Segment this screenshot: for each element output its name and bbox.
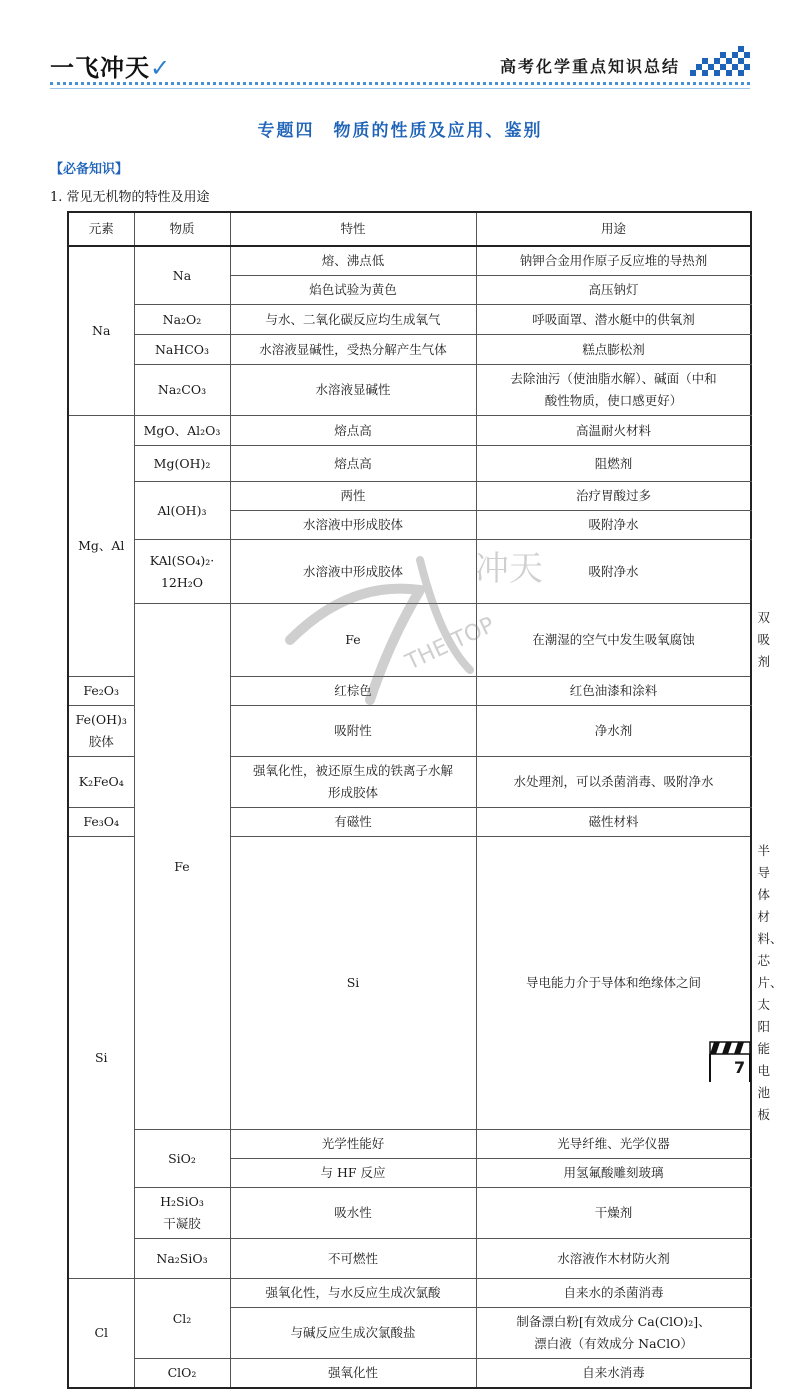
substance-cell: Si xyxy=(230,837,476,1130)
header-use: 用途 xyxy=(476,212,751,246)
use-cell: 光导纤维、光学仪器 xyxy=(476,1130,751,1159)
checkered-pattern-icon xyxy=(690,46,750,82)
substance-cell: Na xyxy=(134,246,230,305)
substance-cell: Fe₃O₄ xyxy=(68,808,134,837)
substance-line: 胶体 xyxy=(88,734,114,749)
substance-line: H₂SiO₃ xyxy=(160,1194,204,1209)
element-cell: Mg、Al xyxy=(68,416,134,677)
element-cell: Cl xyxy=(68,1279,134,1389)
table-row xyxy=(68,1188,751,1239)
use-cell: 用氢氟酸雕刻玻璃 xyxy=(476,1159,751,1188)
table-row xyxy=(68,246,751,276)
use-cell: 吸附净水 xyxy=(476,511,751,540)
use-cell: 水溶液作木材防火剂 xyxy=(476,1239,751,1279)
property-cell: 焰色试验为黄色 xyxy=(230,276,476,305)
table-row xyxy=(68,305,751,335)
substance-cell xyxy=(134,540,230,604)
table-row xyxy=(68,416,751,446)
use-cell: 糕点膨松剂 xyxy=(476,335,751,365)
property-cell: 水溶液显碱性 xyxy=(230,365,476,416)
property-cell: 与水、二氧化碳反应均生成氧气 xyxy=(230,305,476,335)
substance-cell xyxy=(134,1188,230,1239)
substance-cell: Mg(OH)₂ xyxy=(134,446,230,482)
brand-swoosh-icon: ✓ xyxy=(150,54,172,82)
property-cell: 红棕色 xyxy=(230,677,476,706)
section-label: 【必备知识】 xyxy=(50,162,129,177)
substance-cell: SiO₂ xyxy=(134,1130,230,1188)
substance-cell: MgO、Al₂O₃ xyxy=(134,416,230,446)
table-row xyxy=(68,365,751,416)
substance-cell: Fe xyxy=(230,604,476,677)
header-divider-thin xyxy=(50,88,750,89)
property-cell: 吸水性 xyxy=(230,1188,476,1239)
properties-table xyxy=(67,211,783,1389)
property-cell: 与碱反应生成次氯酸盐 xyxy=(230,1308,476,1359)
property-cell: 强氧化性 xyxy=(230,1359,476,1389)
property-cell: 熔、沸点低 xyxy=(230,246,476,276)
property-cell: 在潮湿的空气中发生吸氧腐蚀 xyxy=(476,604,751,677)
use-cell: 红色油漆和涂料 xyxy=(476,677,751,706)
property-cell: 水溶液显碱性，受热分解产生气体 xyxy=(230,335,476,365)
element-cell: Si xyxy=(68,837,134,1279)
use-cell: 磁性材料 xyxy=(476,808,751,837)
brand-logo xyxy=(50,48,171,83)
property-cell: 水溶液中形成胶体 xyxy=(230,540,476,604)
use-cell xyxy=(476,1308,751,1359)
element-cell: Na xyxy=(68,246,134,416)
use-cell: 阻燃剂 xyxy=(476,446,751,482)
use-cell: 自来水的杀菌消毒 xyxy=(476,1279,751,1308)
property-cell: 两性 xyxy=(230,482,476,511)
table-row xyxy=(68,1130,751,1159)
table-row xyxy=(68,1359,751,1389)
substance-cell: Fe₂O₃ xyxy=(68,677,134,706)
substance-line: Fe(OH)₃ xyxy=(75,712,127,727)
subsection-title: 1. 常见无机物的特性及用途 xyxy=(50,190,210,205)
substance-cell: Na₂O₂ xyxy=(134,305,230,335)
table-row xyxy=(68,335,751,365)
substance-cell: Na₂SiO₃ xyxy=(134,1239,230,1279)
use-cell: 呼吸面罩、潜水艇中的供氧剂 xyxy=(476,305,751,335)
watermark-cn: 冲天 xyxy=(475,549,543,589)
property-cell: 与 HF 反应 xyxy=(230,1159,476,1188)
use-line: 制备漂白粉[有效成分 Ca(ClO)₂]、 xyxy=(516,1314,711,1329)
element-cell: Fe xyxy=(134,604,230,1130)
substance-cell: NaHCO₃ xyxy=(134,335,230,365)
property-cell: 吸附性 xyxy=(230,706,476,757)
use-cell xyxy=(476,365,751,416)
substance-cell: Na₂CO₃ xyxy=(134,365,230,416)
use-cell: 净水剂 xyxy=(476,706,751,757)
property-cell: 不可燃性 xyxy=(230,1239,476,1279)
table-row: Si Si 导电能力介于导体和绝缘体之间 半导体材料、芯片、太阳能电池板 xyxy=(68,837,751,1130)
table-row xyxy=(68,1239,751,1279)
header-divider xyxy=(50,82,750,85)
substance-cell: Al(OH)₃ xyxy=(134,482,230,540)
substance-line: 干凝胶 xyxy=(163,1216,201,1231)
watermark-en: THE TOP xyxy=(401,612,499,676)
use-line: 酸性物质，使口感更好） xyxy=(544,393,683,408)
property-cell: 水溶液中形成胶体 xyxy=(230,511,476,540)
table-row: Fe Fe 在潮湿的空气中发生吸氧腐蚀 双吸剂 xyxy=(68,604,751,677)
property-cell: 光学性能好 xyxy=(230,1130,476,1159)
table-row xyxy=(68,446,751,482)
property-cell xyxy=(230,757,476,808)
substance-cell: K₂FeO₄ xyxy=(68,757,134,808)
use-line: 去除油污（使油脂水解）、碱面（中和 xyxy=(510,371,717,386)
header-property: 特性 xyxy=(230,212,476,246)
property-cell: 熔点高 xyxy=(230,446,476,482)
property-line: 形成胶体 xyxy=(327,785,378,800)
property-cell: 有磁性 xyxy=(230,808,476,837)
brand-logo-text: 一飞冲天 xyxy=(50,54,150,82)
substance-line: KAl(SO₄)₂· xyxy=(149,552,215,568)
substance-cell: ClO₂ xyxy=(134,1359,230,1389)
header-element: 元素 xyxy=(68,212,134,246)
property-cell: 导电能力介于导体和绝缘体之间 xyxy=(476,837,751,1130)
use-cell: 钠钾合金用作原子反应堆的导热剂 xyxy=(476,246,751,276)
book-title: 高考化学重点知识总结 xyxy=(500,57,681,76)
use-cell: 水处理剂，可以杀菌消毒、吸附净水 xyxy=(476,757,751,808)
use-cell: 自来水消毒 xyxy=(476,1359,751,1389)
property-line: 强氧化性，被还原生成的铁离子水解 xyxy=(252,763,453,778)
header-substance: 物质 xyxy=(134,212,230,246)
substance-cell: Cl₂ xyxy=(134,1279,230,1359)
topic-title: 专题四 物质的性质及应用、鉴别 xyxy=(257,121,543,141)
substance-line: 12H₂O xyxy=(160,574,204,590)
use-cell: 高温耐火材料 xyxy=(476,416,751,446)
use-cell: 干燥剂 xyxy=(476,1188,751,1239)
table-row xyxy=(68,540,751,604)
substance-cell xyxy=(68,706,134,757)
use-cell: 吸附净水 xyxy=(476,540,751,604)
table-header-row xyxy=(68,212,751,246)
table-row xyxy=(68,482,751,511)
page-number: 7 xyxy=(734,1058,746,1077)
use-line: 漂白液（有效成分 NaClO） xyxy=(534,1336,693,1351)
property-cell: 强氧化性，与水反应生成次氯酸 xyxy=(230,1279,476,1308)
use-cell: 高压钠灯 xyxy=(476,276,751,305)
property-cell: 熔点高 xyxy=(230,416,476,446)
table-row xyxy=(68,1279,751,1308)
use-cell: 治疗胃酸过多 xyxy=(476,482,751,511)
